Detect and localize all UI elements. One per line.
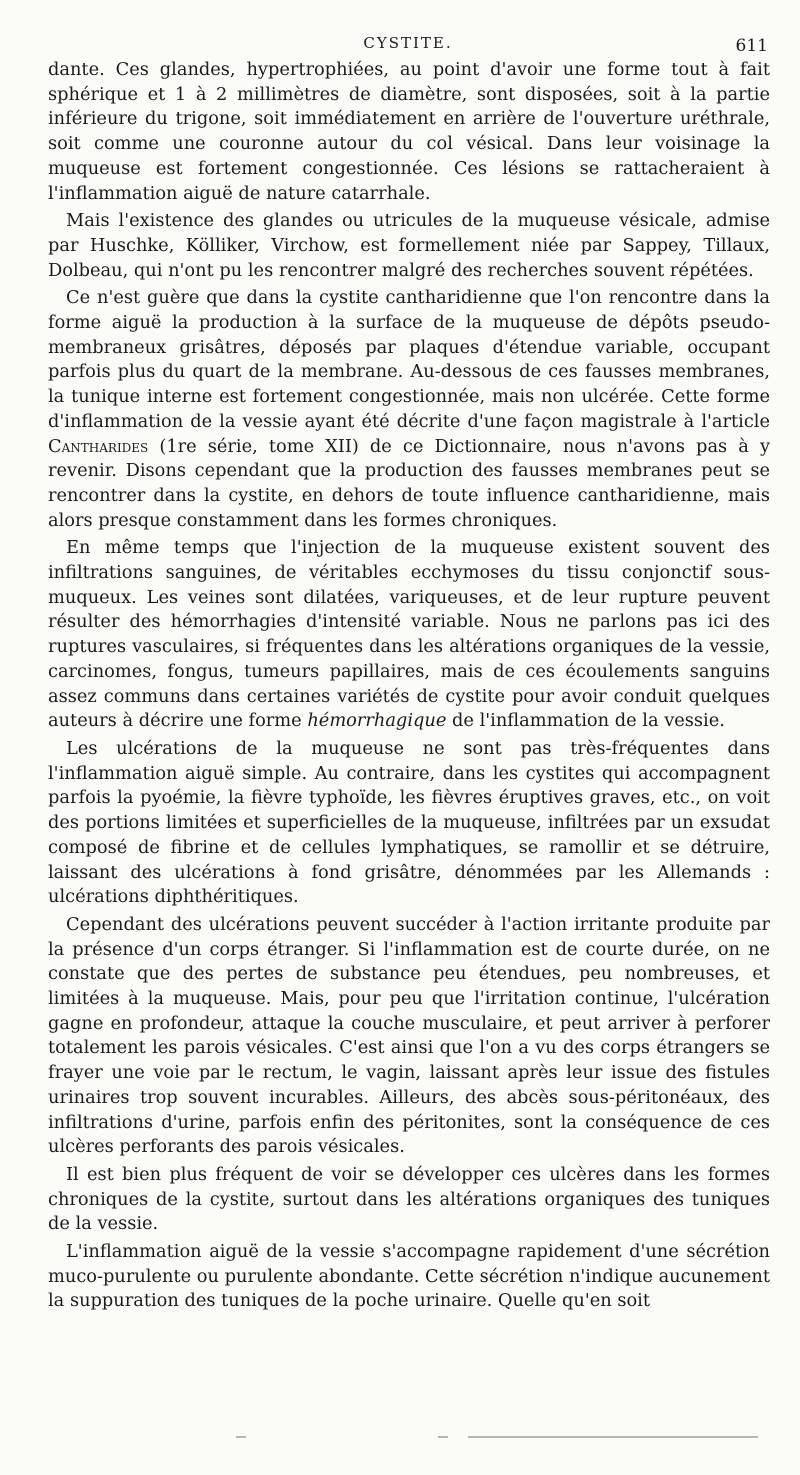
paragraph-4-part-a: En même temps que l'injection de la muqueuse existent souvent des infiltrations sanguines, de véritables ecchymoses du tissu conjonctif sous-muqueux. Les veines sont dilatées, variqueuses, et de leur rupture peuvent résulter des hémorrhagies d'intensité variable. Nous ne parlons pas ici des ruptures vasculaires, si fréquentes dans les altérations organiques de la vessie, carcinomes, fongus, tumeurs papillaires, mais de ces écoulements sanguins assez communs dans certaines variétés de cystite pour avoir conduit quelques auteurs à décrire une forme <box>48 537 770 732</box>
paragraph-5: Les ulcérations de la muqueuse ne sont pas très-fréquentes dans l'inflammation aiguë simple. Au contraire, dans les cystites qui accompagnent parfois la pyoémie, la fièvre typhoïde, les fièvres éruptives graves, etc., on voit des portions limitées et superficielles de la muqueuse, infiltrées par un exsudat composé de fibrine et de cellules lymphatiques, se ramollir et se détruire, laissant des ulcérations à fond grisâtre, dénommées par les Allemands : ulcérations diphthéritiques. <box>48 737 770 908</box>
paragraph-7: Il est bien plus fréquent de voir se développer ces ulcères dans les formes chroniques de la cystite, surtout dans les altérations organiques des tuniques de la vessie. <box>48 1163 770 1235</box>
footer-bleed-through <box>48 1436 752 1442</box>
body-text <box>48 58 770 1317</box>
paragraph-6: Cependant des ulcérations peuvent succéder à l'action irritante produite par la présence d'un corps étranger. Si l'inflammation est de courte durée, on ne constate que des pertes de substance peu étendues, peu nombreuses, et limitées à la muqueuse. Mais, pour peu que l'irritation continue, l'ulcération gagne en profondeur, attaque la couche musculaire, et peut arriver à perforer totalement les parois vésicales. C'est ainsi que l'on a vu des corps étrangers se frayer une voie par le rectum, le vagin, laissant après leur issue des fistules urinaires trop souvent incurables. Ailleurs, des abcès sous-péritonéaux, des infiltrations d'urine, parfois enfin des péritonites, sont la conséquence de ces ulcères perforants des parois vésicales. <box>48 913 770 1158</box>
running-title: CYSTITE. <box>363 34 453 52</box>
paragraph-1: dante. Ces glandes, hypertrophiées, au point d'avoir une forme tout à fait sphérique et 1 à 2 millimètres de diamètre, sont disposées, soit à la partie inférieure du trigone, soit immédiatement en arrière de l'ouverture uréthrale, soit comme une couronne autour du col vésical. Dans leur voisinage la muqueuse est fortement congestionnée. Ces lésions se rattacheraient à l'inflammation aiguë de nature catarrhale. <box>48 59 770 204</box>
paragraph-3-part-a: Ce n'est guère que dans la cystite cantharidienne que l'on rencontre dans la forme aiguë la production à la surface de la muqueuse de dépôts pseudo-membraneux grisâtres, déposés par plaques d'étendue variable, occupant parfois plus du quart de la membrane. Au-dessous de ces fausses membranes, la tunique interne est fortement congestionnée, mais non ulcérée. Cette forme d'inflammation de la vessie ayant été décrite d'une façon magistrale à l'article <box>48 287 770 432</box>
paragraph-3 <box>48 286 770 533</box>
italic-term: hémorrhagique <box>307 710 447 732</box>
paragraph-2: Mais l'existence des glandes ou utricules de la muqueuse vésicale, admise par Huschke, Kölliker, Virchow, est formellement niée par Sappey, Tillaux, Dolbeau, qui n'ont pu les rencontrer malgré des recherches souvent répétées. <box>48 210 770 281</box>
paragraph-3-part-b: (1re série, tome XII) de ce Dictionnaire, nous n'avons pas à y revenir. Disons cependant que la production des fausses membranes peut se rencontrer dans la cystite, en dehors de toute influence cantharidienne, mais alors presque constamment dans les formes chroniques. <box>48 435 770 531</box>
page-number: 611 <box>735 36 768 56</box>
paragraph-4 <box>48 536 770 734</box>
paragraph-4-part-b: de l'inflammation de la vessie. <box>446 710 725 732</box>
page-header <box>48 34 768 60</box>
paragraph-8: L'inflammation aiguë de la vessie s'accompagne rapidement d'une sécrétion muco-purulente ou purulente abondante. Cette sécrétion n'indique aucunement la suppuration des tuniques de la poche urinaire. Quelle qu'en soit <box>48 1241 770 1312</box>
article-reference: Cantharides <box>48 435 149 457</box>
